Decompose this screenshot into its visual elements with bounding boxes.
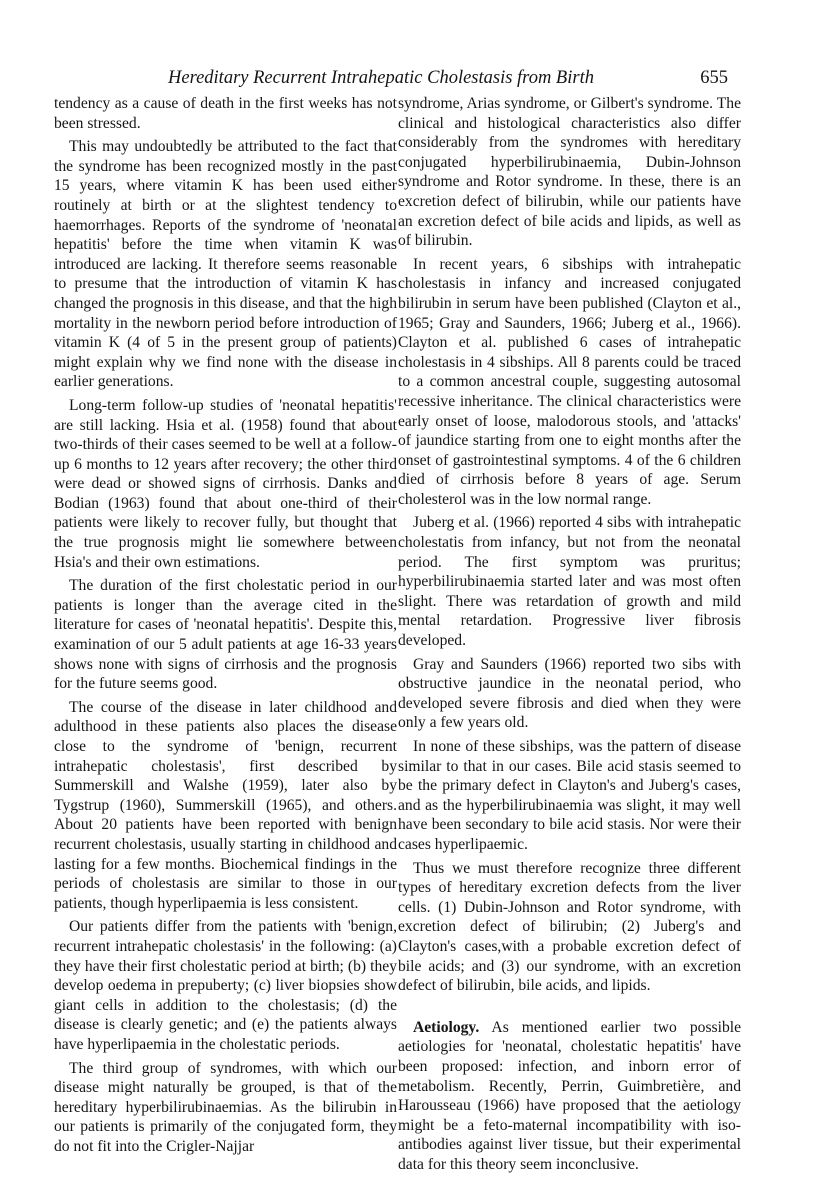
aetiology-text: As mentioned earlier two possible aetiologies for 'neonatal, cholestatic hepatitis' have been proposed: infection, and inborn error of metabolism. Recently, Perrin, Guimbretière, and Harousseau (1966) have proposed that the aetiology might be a feto-maternal incompatibility with iso-antibodies against liver tissue, but their experimental data for this theory seem inconclusive. — [398, 1018, 741, 1173]
left-column — [54, 94, 397, 1160]
section-heading: Aetiology. — [413, 1018, 480, 1036]
paragraph: This may undoubtedly be attributed to the fact that the syndrome has been recognized mostly in the past 15 years, where vitamin K has been used either routinely at birth or at the slightest tendency to haemorrhages. Reports of the syndrome of 'neonatal hepatitis' before the time when vitamin K was introduced are lacking. It therefore seems reasonable to presume that the introduction of vitamin K has changed the prognosis in this disease, and that the high mortality in the newborn period before introduction of vitamin K (4 of 5 in the present group of patients) might explain why we find none with the disease in earlier generations. — [54, 138, 397, 391]
paragraph: Long-term follow-up studies of 'neonatal hepatitis' are still lacking. Hsia et al. (1958) found that about two-thirds of their cases seemed to be well at a follow-up 6 months to 12 years after recovery; the other third were dead or showed signs of cirrhosis. Danks and Bodian (1963) found that about one-third of their patients were likely to recover fully, but thought that the true prognosis might lie somewhere between Hsia's and their own estimations. — [54, 396, 397, 571]
paragraph: tendency as a cause of death in the first weeks has not been stressed. — [54, 95, 397, 132]
aetiology-paragraph — [398, 1018, 741, 1175]
paragraph: Gray and Saunders (1966) reported two sibs with obstructive jaundice in the neonatal period, who developed severe fibrosis and died when they were only a few years old. — [398, 655, 741, 732]
paragraph: The duration of the first cholestatic period in our patients is longer than the average cited in the literature for cases of 'neonatal hepatitis'. Despite this, examination of our 5 adult patients at age 16-33 years shows none with signs of cirrhosis and the prognosis for the future seems good. — [54, 577, 397, 693]
paragraph: Our patients differ from the patients with 'benign, recurrent intrahepatic cholestasis' in the following: (a) they have their first cholestatic period at birth; (b) they develop oedema in prepuberty; (c) liver biopsies show giant cells in addition to the cholestasis; (d) the disease is clearly genetic; and (e) the patients always have hyperlipaemia in the cholestatic periods. — [54, 918, 397, 1053]
paragraph: The third group of syndromes, with which our disease might naturally be grouped, is that of the hereditary hyperbilirubinaemias. As the bilirubin in our patients is primarily of the conjugated form, they do not fit into the Crigler-Najjar — [54, 1059, 397, 1155]
running-header — [168, 66, 728, 90]
paragraph: syndrome, Arias syndrome, or Gilbert's syndrome. The clinical and histological characteristics also differ considerably from the syndromes with hereditary conjugated hyperbilirubinaemia, Dubin-Johnson syndrome and Rotor syndrome. In these, there is an excretion defect of bilirubin, while our patients have an excretion defect of bile acids and lipids, as well as of bilirubin. — [398, 95, 741, 250]
right-column — [398, 94, 741, 1178]
paragraph: Thus we must therefore recognize three different types of hereditary excretion defects from the liver cells. (1) Dubin-Johnson and Rotor syndrome, with excretion defect of bilirubin; (2) Juberg's and Clayton's cases,with a probable excretion defect of bile acids; and (3) our syndrome, with an excretion defect of bilirubin, bile acids, and lipids. — [398, 859, 741, 995]
running-title: Hereditary Recurrent Intrahepatic Cholestasis from Birth — [168, 68, 594, 88]
paragraph: Juberg et al. (1966) reported 4 sibs with intrahepatic cholestatis from infancy, but not from the neonatal period. The first symptom was pruritus; hyperbilirubinaemia started later and was most often slight. There was retardation of growth and mild mental retardation. Progressive liver fibrosis developed. — [398, 514, 741, 650]
paragraph: In recent years, 6 sibships with intrahepatic cholestasis in infancy and increased conjugated bilirubin in serum have been published (Clayton et al., 1965; Gray and Saunders, 1966; Juberg et al., 1966). Clayton et al. published 6 cases of intrahepatic cholestasis in 4 sibships. All 8 parents could be traced to a common ancestral couple, suggesting autosomal recessive inheritance. The clinical characteristics were early onset of loose, malodorous stools, and 'attacks' of jaundice starting from one to eight months after the onset of gastrointestinal symptoms. 4 of the 6 children died of cirrhosis before 8 years of age. Serum cholesterol was in the low normal range. — [398, 255, 741, 508]
paragraph: In none of these sibships, was the pattern of disease similar to that in our cases. Bile acid stasis seemed to be the primary defect in Clayton's and Juberg's cases, and as the hyperbilirubinaemia was slight, it may well have been secondary to bile acid stasis. Nor were their cases hyperlipaemic. — [398, 738, 741, 853]
page-number: 655 — [700, 68, 728, 88]
paragraph: The course of the disease in later childhood and adulthood in these patients also places the disease close to the syndrome of 'benign, recurrent intrahepatic cholestasis', first described by Summerskill and Walshe (1959), later also by Tygstrup (1960), Summerskill (1965), and others. About 20 patients have been reported with benign recurrent cholestasis, usually starting in childhood and lasting for a few months. Biochemical findings in the periods of cholestasis are similar to those in our patients, though hyperlipaemia is less consistent. — [54, 698, 397, 912]
